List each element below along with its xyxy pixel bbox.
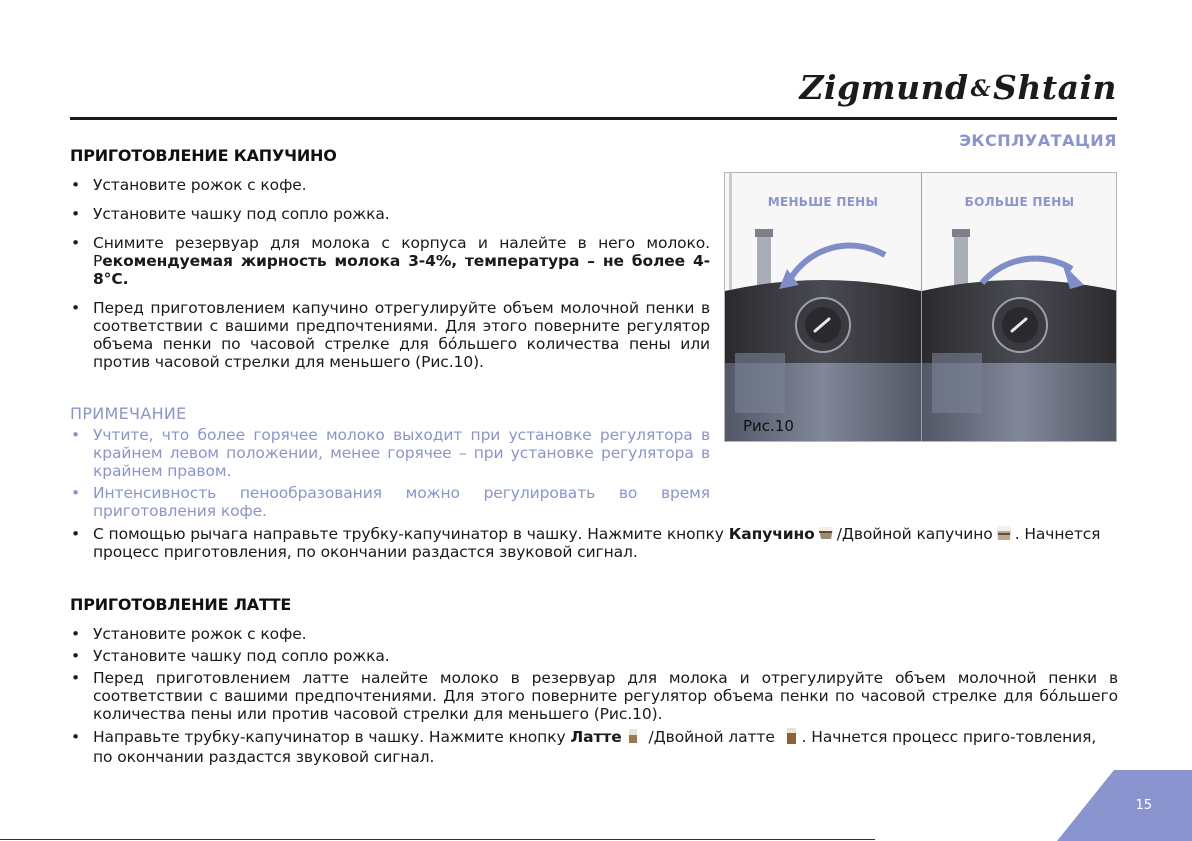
list-item: • Интенсивность пенообразования можно регулировать во время приготовления кофе. xyxy=(70,484,710,520)
latte-steps xyxy=(70,625,1118,767)
section-label: ЭКСПЛУАТАЦИЯ xyxy=(959,131,1117,150)
latte-heading: ПРИГОТОВЛЕНИЕ ЛАТТЕ xyxy=(70,595,292,614)
list-item: • Установите рожок с кофе. xyxy=(70,625,1118,643)
cappuccino-steps xyxy=(70,176,710,371)
list-item: • Установите чашку под сопло рожка. xyxy=(70,205,710,223)
cappuccino-heading: ПРИГОТОВЛЕНИЕ КАПУЧИНО xyxy=(70,146,337,165)
figure-panel-more-foam xyxy=(921,173,1117,441)
list-item: • С помощью рычага направьте трубку-капучинатор в чашку. Нажмите кнопку Капучино /Двойной капучино . Начнется процесс приготовления, по окончании раздастся звуковой сигнал. xyxy=(70,525,1118,561)
list-item: • Учтите, что более горячее молоко выходит при установке регулятора в крайнем левом положении, менее горячее – при установке регулятора в крайнем правом. xyxy=(70,426,710,480)
list-item: • Перед приготовлением латте налейте молоко в резервуар для молока и отрегулируйте объем молочной пенки в соответствии с вашими предпочтениями. Для этого поверните регулятор объема пенки по часовой стрелке для бóльшего количества пены или против часовой стрелки для меньшего (Рис.10). xyxy=(70,669,1118,723)
list-item: • Установите рожок с кофе. xyxy=(70,176,710,194)
figure-caption: Рис.10 xyxy=(743,417,794,435)
footer-rule xyxy=(0,839,875,840)
figure-10 xyxy=(724,172,1117,442)
page-number: 15 xyxy=(1135,798,1152,813)
latte-glass-icon xyxy=(624,728,642,744)
list-item: • Перед приготовлением капучино отрегулируйте объем молочной пенки в соответствии с вашими предпочтениями. Для этого поверните регулятор объема пенки по часовой стрелке для бóльшего количества пены или против часовой стрелки для меньшего (Рис.10). xyxy=(70,299,710,371)
page-corner-decoration xyxy=(1057,770,1192,841)
less-foam-label: МЕНЬШЕ ПЕНЫ xyxy=(767,195,879,209)
header-rule xyxy=(70,117,1117,120)
brand-logo: Zigmund&Shtain xyxy=(799,68,1117,107)
more-foam-label: БОЛЬШЕ ПЕНЫ xyxy=(964,195,1075,209)
machine-dial-illustration xyxy=(922,173,1117,441)
list-item: • Установите чашку под сопло рожка. xyxy=(70,647,1118,665)
cappuccino-final-step xyxy=(70,525,1118,561)
note-list xyxy=(70,426,710,520)
note-heading: ПРИМЕЧАНИЕ xyxy=(70,404,187,423)
double-cappuccino-cup-icon xyxy=(995,525,1013,541)
cappuccino-cup-icon xyxy=(817,525,835,541)
list-item: • Направьте трубку-капучинатор в чашку. Нажмите кнопку Латте /Двойной латте . Начнется процесс приго-товления, по окончании раздастся звуковой сигнал. xyxy=(70,727,1118,767)
list-item: • Снимите резервуар для молока с корпуса и налейте в него молоко. Рекомендуемая жирность молока 3-4%, температура – не более 4-8°С. xyxy=(70,234,710,288)
machine-dial-illustration xyxy=(725,173,921,441)
figure-panel-less-foam xyxy=(725,173,921,441)
double-latte-glass-icon xyxy=(782,728,800,744)
